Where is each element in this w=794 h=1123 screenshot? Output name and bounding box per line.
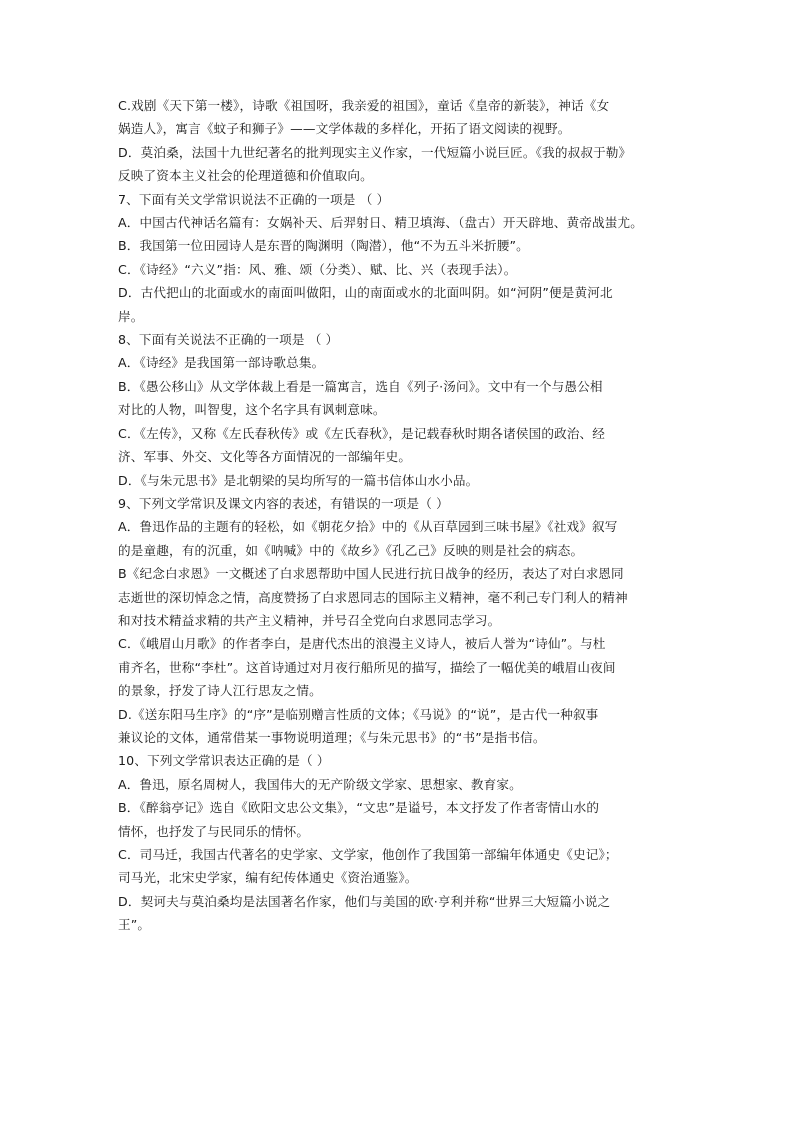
text-line: A．鲁迅，原名周树人，我国伟大的无产阶级文学家、思想家、教育家。 — [118, 776, 522, 792]
text-line: D．古代把山的北面或水的南面叫做阳，山的南面或水的北面叫阴。如“河阴”便是黄河北 — [118, 285, 613, 301]
text-line: 志逝世的深切悼念之情，高度赞扬了白求恩同志的国际主义精神，毫不利己专门利人的精神 — [118, 589, 628, 605]
text-line: A．鲁迅作品的主题有的轻松，如《朝花夕拾》中的《从百草园到三味书屋》《社戏》叙写 — [118, 519, 618, 535]
question-8-stem: 8、下面有关说法不正确的一项是 （ ） — [118, 332, 339, 348]
question-9-stem: 9、下列文学常识及课文内容的表述，有错误的一项是（ ） — [118, 495, 449, 511]
text-line: C．《峨眉山月歌》的作者李白，是唐代杰出的浪漫主义诗人，被后人誉为“诗仙”。与杜 — [118, 636, 606, 652]
text-line: D.《送东阳马生序》的“序”是临别赠言性质的文体；《马说》的“说”，是古代一种叙事 — [118, 706, 599, 722]
text-line: C.戏剧《天下第一楼》，诗歌《祖国呀，我亲爱的祖国》，童话《皇帝的新装》，神话《女 — [118, 98, 610, 113]
text-line: 情怀，也抒发了与民同乐的情怀。 — [118, 823, 310, 839]
text-line: 甫齐名，世称“李杜”。这首诗通过对月夜行船所见的描写，描绘了一幅优美的峨眉山夜间 — [118, 659, 616, 675]
text-line: 对比的人物，叫智叟，这个名字具有讽刺意味。 — [118, 402, 386, 418]
text-line: 的景象，抒发了诗人江行思友之情。 — [118, 683, 322, 699]
text-line: 反映了资本主义社会的伦理道德和价值取向。 — [118, 168, 373, 184]
text-line: 王”。 — [118, 917, 151, 933]
text-line: 济、军事、外交、文化等各方面情况的一部编年史。 — [118, 449, 412, 465]
text-line: A．《诗经》是我国第一部诗歌总集。 — [118, 355, 325, 371]
text-line: B《纪念白求恩》一文概述了白求恩帮助中国人民进行抗日战争的经历，表达了对白求恩同 — [118, 566, 624, 582]
text-line: 和对技术精益求精的共产主义精神，并号召全党向白求恩同志学习。 — [118, 612, 501, 628]
text-line: C．《诗经》“六义”指：风、雅、颂（分类）、赋、比、兴（表现手法）。 — [118, 261, 517, 277]
text-line: B．我国第一位田园诗人是东晋的陶渊明（陶潜），他“不为五斗米折腰”。 — [118, 238, 529, 254]
text-line: D．《与朱元思书》是北朝梁的吴均所写的一篇书信体山水小品。 — [118, 472, 479, 488]
text-line: C．《左传》，又称《左氏春秋传》或《左氏春秋》，是记载春秋时期各诸侯国的政治、经 — [118, 425, 606, 441]
text-line: D．莫泊桑，法国十九世纪著名的批判现实主义作家，一代短篇小说巨匠。《我的叔叔于勒》 — [118, 144, 632, 160]
text-line: B．《醉翁亭记》选自《欧阳文忠公文集》，“文忠”是谥号，本文抒发了作者寄情山水的 — [118, 800, 600, 816]
text-line: B．《愚公移山》从文学体裁上看是一篇寓言，选自《列子·汤问》。文中有一个与愚公相 — [118, 378, 603, 394]
question-10-stem: 10、下列文学常识表达正确的是（ ） — [118, 753, 330, 769]
text-line: 司马光，北宋史学家，编有纪传体通史《资治通鉴》。 — [118, 870, 418, 886]
text-line: 岸。 — [118, 308, 144, 324]
text-line: 娲造人》，寓言《蚊子和狮子》——文学体裁的多样化，开拓了语文阅读的视野。 — [118, 121, 571, 137]
text-line: 的是童趣，有的沉重，如《呐喊》中的《故乡》《孔乙己》反映的则是社会的病态。 — [118, 542, 584, 558]
text-line: A．中国古代神话名篇有：女娲补天、后羿射日、精卫填海、（盘古）开天辟地、黄帝战蚩尤。 — [118, 215, 643, 231]
question-7-stem: 7、下面有关文学常识说法不正确的一项是 （ ） — [118, 191, 390, 207]
text-line: D．契诃夫与莫泊桑均是法国著名作家，他们与美国的欧·亨利并称“世界三大短篇小说之 — [118, 893, 611, 909]
text-line: 兼议论的文体，通常借某一事物说明道理；《与朱元思书》的“书”是指书信。 — [118, 729, 546, 745]
text-line: C．司马迁，我国古代著名的史学家、文学家，他创作了我国第一部编年体通史《史记》； — [118, 847, 618, 862]
document-body — [118, 94, 684, 937]
